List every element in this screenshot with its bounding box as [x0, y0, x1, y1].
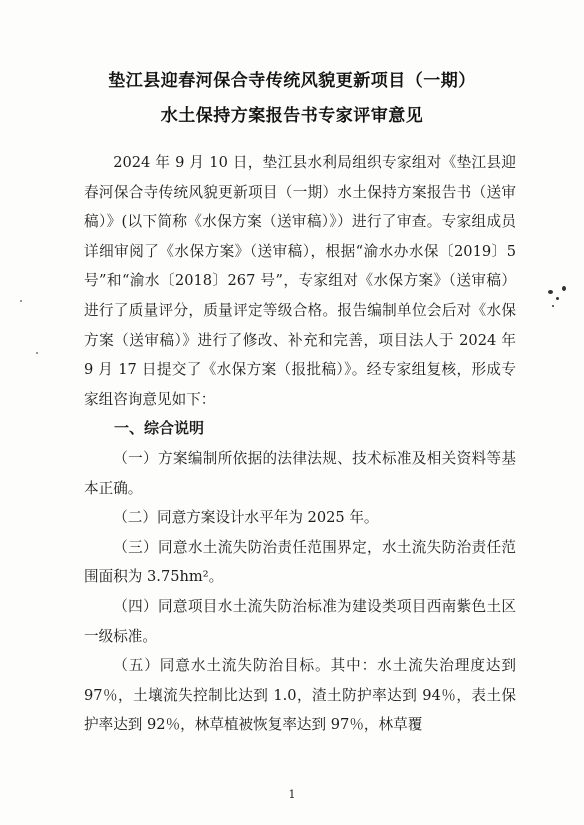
scan-speck — [20, 300, 22, 302]
document-title-line-2: 水土保持方案报告书专家评审意见 — [160, 106, 424, 126]
item-paragraph: （一）方案编制所依据的法律法规、技术标准及相关资料等基本正确。 — [84, 449, 516, 497]
item-paragraph: （三）同意水土流失防治责任范围界定，水土流失防治责任范围面积为 3.75hm²。 — [84, 538, 516, 586]
page-number: 1 — [288, 788, 296, 801]
document-title-line-1: 垫江县迎春河保合寺传统风貌更新项目（一期） — [108, 71, 476, 91]
item-paragraph: （四）同意项目水土流失防治标准为建设类项目西南紫色土区一级标准。 — [84, 597, 516, 645]
intro-paragraph: 2024 年 9 月 10 日，垫江县水利局组织专家组对《垫江县迎春河保合寺传统风貌更新项目（一期）水土保持方案报告书（送审稿）》(以下简称《水保方案（送审稿）》）进行了审查。专家组成员详细审阅了《水保方案》（送审稿），根据“渝水办水保〔2019〕5 号”和“渝水〔2018〕267 号”，专家组对《水保方案》（送审稿）进行了质量评分，质量评定等级合格。报告编制单位会后对《水保方案（送审稿）》进行了修改、补充和完善，项目法人于 2024 年 9 月 17 日提交了《水保方案（报批稿）》。经专家组复核，形成专家组咨询意见如下： — [84, 154, 516, 408]
document-body — [84, 148, 516, 740]
scan-speck — [552, 305, 554, 307]
item-paragraph: （五）同意水土流失防治目标。其中：水土流失治理度达到 97％，土壤流失控制比达到 1.0，渣土防护率达到 94％，表土保护率达到 92％，林草植被恢复率达到 97％，林草覆 — [84, 657, 516, 734]
scan-speck — [556, 297, 559, 300]
section-heading: 一、综合说明 — [114, 419, 205, 438]
scan-speck — [562, 286, 566, 291]
scan-speck — [548, 290, 553, 294]
scan-speck — [36, 352, 38, 354]
item-paragraph: （二）同意方案设计水平年为 2025 年。 — [113, 509, 379, 527]
